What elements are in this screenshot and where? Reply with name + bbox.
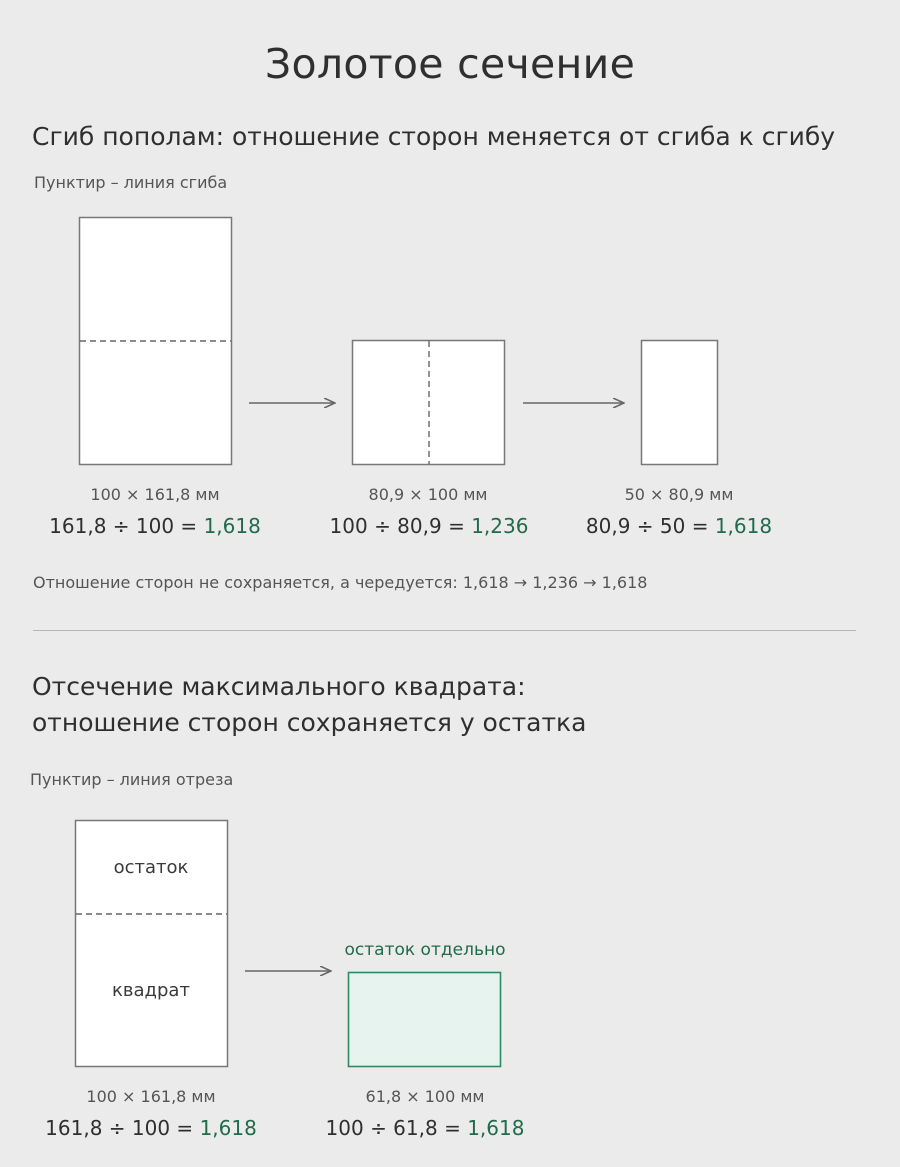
fold-sheet-3 <box>642 341 718 465</box>
section1-caption: Пунктир – линия сгиба <box>34 173 228 192</box>
remainder-label: остаток <box>113 857 189 878</box>
sheet3-formula: 80,9 ÷ 50 = 1,618 <box>585 514 773 538</box>
sheet1-dims: 100 × 161,8 мм <box>90 485 220 504</box>
fold-sheet-1 <box>80 218 232 465</box>
section1-heading: Сгиб пополам: отношение сторон меняется от сгиба к сгибу <box>32 122 836 151</box>
sheet2-ratio: 1,236 <box>471 514 529 538</box>
sheet2-formula: 100 ÷ 80,9 = 1,236 <box>329 514 529 538</box>
separate-remainder-label: остаток отдельно <box>344 940 506 960</box>
remainder-sheet <box>349 973 501 1067</box>
cut-sheet1-formula: 161,8 ÷ 100 = 1,618 <box>45 1116 257 1140</box>
page-title: Золотое сечение <box>264 40 636 88</box>
section1-note: Отношение сторон не сохраняется, а чередуется: 1,618 → 1,236 → 1,618 <box>33 573 648 592</box>
section2-heading-line1: Отсечение максимального квадрата: <box>32 672 526 701</box>
sheet1-ratio: 1,618 <box>203 514 261 538</box>
remainder-ratio: 1,618 <box>467 1116 525 1140</box>
square-label: квадрат <box>112 980 190 1001</box>
remainder-dims: 61,8 × 100 мм <box>365 1087 485 1106</box>
sheet3-dims: 50 × 80,9 мм <box>624 485 734 504</box>
cut-sheet1-ratio: 1,618 <box>199 1116 257 1140</box>
remainder-formula: 100 ÷ 61,8 = 1,618 <box>325 1116 525 1140</box>
fold-sheet-2 <box>353 341 505 465</box>
section2-heading-line2: отношение сторон сохраняется у остатка <box>32 708 587 737</box>
sheet1-formula: 161,8 ÷ 100 = 1,618 <box>49 514 261 538</box>
cut-sheet1-dims: 100 × 161,8 мм <box>86 1087 216 1106</box>
sheet2-dims: 80,9 × 100 мм <box>368 485 488 504</box>
section-divider <box>33 630 856 631</box>
sheet3-ratio: 1,618 <box>714 514 773 538</box>
section2-caption: Пунктир – линия отреза <box>30 770 234 789</box>
